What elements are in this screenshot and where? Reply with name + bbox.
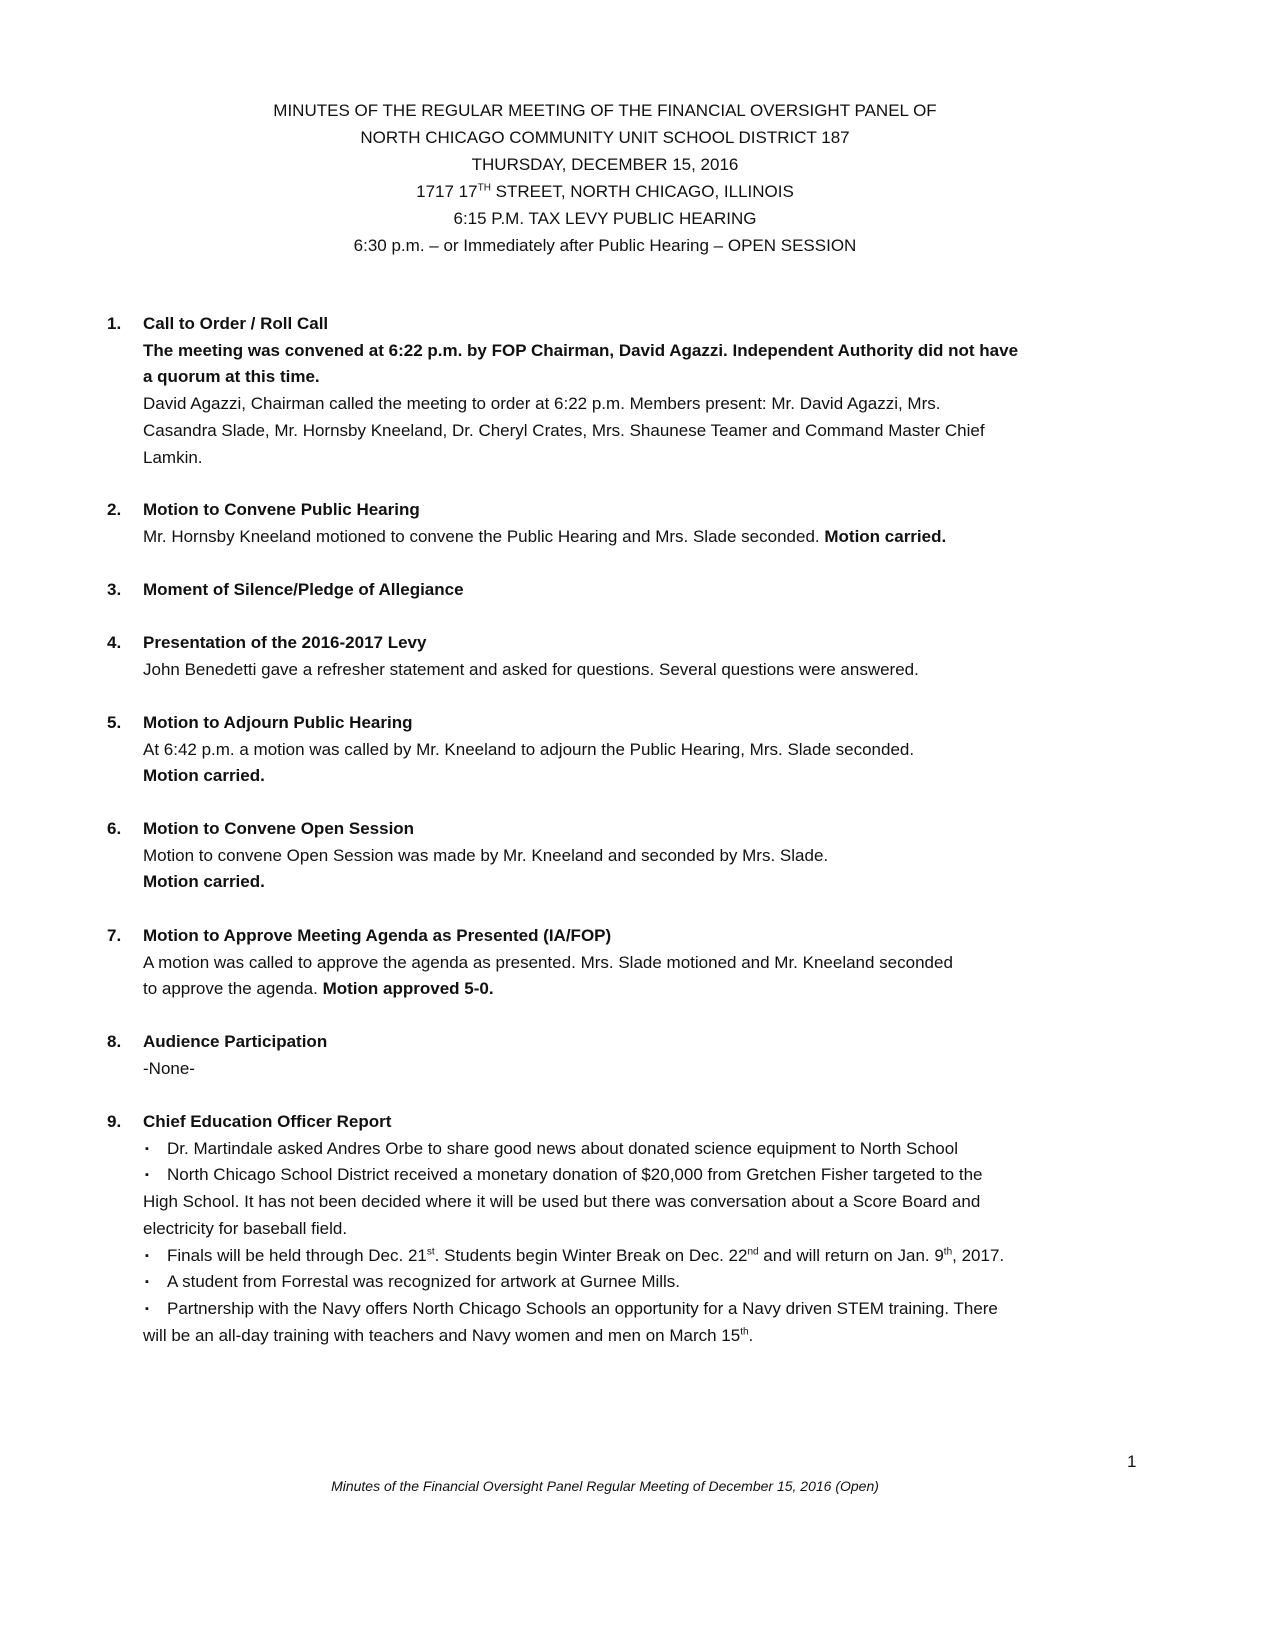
text-run: Motion carried.	[824, 526, 947, 546]
text-line	[145, 1243, 1167, 1270]
text-line	[143, 763, 1167, 790]
text-line	[0, 151, 1210, 178]
agenda-item	[107, 816, 1167, 896]
text-run: David Agazzi, Chairman called the meeting to order at 6:22 p.m. Members present: Mr. David Agazzi, Mrs.	[143, 394, 941, 414]
text-run: At 6:42 p.m. a motion was called by Mr. Kneeland to adjourn the Public Hearing, Mrs. Slade seconded.	[143, 739, 915, 759]
item-title: Presentation of the 2016-2017 Levy	[143, 633, 427, 652]
item-title: Moment of Silence/Pledge of Allegiance	[143, 580, 464, 599]
text-run: Lamkin.	[143, 447, 203, 467]
agenda-item	[107, 1029, 1167, 1082]
agenda-item	[107, 577, 1167, 604]
page-number: 1	[1127, 1452, 1137, 1471]
text-line	[143, 869, 1167, 896]
item-title: Call to Order / Roll Call	[143, 314, 329, 333]
text-run: Motion carried.	[143, 766, 265, 786]
text-line	[143, 524, 1167, 551]
text-line	[143, 976, 1167, 1003]
superscript: th	[943, 1245, 953, 1257]
text-line	[145, 1136, 1167, 1163]
text-line	[143, 391, 1167, 418]
text-line	[143, 418, 1167, 445]
text-run: Casandra Slade, Mr. Hornsby Kneeland, Dr. Cheryl Crates, Mrs. Shaunese Teamer and Command Master Chief	[143, 420, 985, 440]
agenda-item	[107, 1109, 1167, 1349]
text-line	[143, 843, 1167, 870]
bullet-icon: ▪	[145, 1169, 149, 1182]
text-run: A student from Forrestal was recognized for artwork at Gurnee Mills.	[167, 1272, 681, 1292]
text-line	[145, 1269, 1167, 1296]
text-line	[145, 1296, 1167, 1323]
item-number: 7.	[107, 926, 122, 945]
text-run: MINUTES OF THE REGULAR MEETING OF THE FINANCIAL OVERSIGHT PANEL OF	[273, 101, 937, 120]
item-number: 8.	[107, 1032, 122, 1051]
item-title: Audience Participation	[143, 1032, 328, 1051]
page-footer: Minutes of the Financial Oversight Panel Regular Meeting of December 15, 2016 (Open)	[331, 1478, 879, 1494]
text-run: and will return on Jan. 9	[758, 1245, 944, 1265]
text-run: . Students begin Winter Break on Dec. 22	[434, 1245, 748, 1265]
text-line	[143, 1323, 1167, 1350]
text-run: Dr. Martindale asked Andres Orbe to share good news about donated science equipment to North School	[167, 1138, 958, 1158]
text-line	[143, 1056, 1167, 1083]
text-run: Motion carried.	[143, 872, 265, 892]
text-line	[143, 445, 1167, 472]
superscript: TH	[477, 182, 491, 194]
item-number: 4.	[107, 633, 122, 652]
agenda-item	[107, 497, 1167, 550]
item-title: Motion to Convene Public Hearing	[143, 500, 420, 519]
text-line	[143, 950, 1167, 977]
text-run: STREET, NORTH CHICAGO, ILLINOIS	[490, 182, 794, 201]
text-run: to approve the agenda.	[143, 979, 323, 999]
text-run: Finals will be held through Dec. 21	[167, 1245, 427, 1265]
text-run: , 2017.	[952, 1245, 1005, 1265]
bullet-icon: ▪	[145, 1276, 149, 1289]
bullet-icon: ▪	[145, 1302, 149, 1315]
superscript: nd	[747, 1245, 759, 1257]
item-title: Chief Education Officer Report	[143, 1112, 392, 1131]
agenda-item	[107, 630, 1167, 683]
item-number: 3.	[107, 580, 122, 599]
item-number: 5.	[107, 713, 122, 732]
text-run: Partnership with the Navy offers North Chicago Schools an opportunity for a Navy driven STEM training. There	[167, 1298, 998, 1318]
text-run: 1717 17	[416, 182, 478, 201]
text-line	[143, 364, 1167, 391]
text-line	[0, 205, 1210, 232]
document-header	[0, 97, 1210, 259]
text-run: NORTH CHICAGO COMMUNITY UNIT SCHOOL DISTRICT 187	[360, 128, 850, 147]
text-run: will be an all-day training with teachers and Navy women and men on March 15	[143, 1325, 741, 1345]
text-run: Motion to convene Open Session was made by Mr. Kneeland and seconded by Mrs. Slade.	[143, 845, 829, 865]
item-number: 1.	[107, 314, 122, 333]
text-line	[145, 1162, 1167, 1189]
text-run: 6:30 p.m. – or Immediately after Public Hearing – OPEN SESSION	[353, 236, 857, 255]
text-run: electricity for baseball field.	[143, 1218, 348, 1238]
text-line	[0, 124, 1210, 151]
text-line	[143, 1216, 1167, 1243]
text-run: -None-	[143, 1058, 195, 1078]
text-run: Mr. Hornsby Kneeland motioned to convene the Public Hearing and Mrs. Slade seconded.	[143, 526, 825, 546]
text-run: John Benedetti gave a refresher statement and asked for questions. Several questions were answered.	[143, 659, 919, 679]
superscript: st	[426, 1245, 435, 1257]
bullet-icon: ▪	[145, 1249, 149, 1262]
text-line	[143, 657, 1167, 684]
item-number: 6.	[107, 819, 122, 838]
text-run: North Chicago School District received a monetary donation of $20,000 from Gretchen Fisher targeted to the	[167, 1165, 983, 1185]
text-line	[0, 97, 1210, 124]
text-run: 6:15 P.M. TAX LEVY PUBLIC HEARING	[453, 209, 757, 228]
text-line	[0, 232, 1210, 259]
item-title: Motion to Adjourn Public Hearing	[143, 713, 413, 732]
agenda-item	[107, 311, 1167, 471]
text-line	[143, 737, 1167, 764]
item-number: 2.	[107, 500, 122, 519]
text-line	[0, 178, 1210, 205]
text-run: Motion approved 5-0.	[322, 979, 494, 999]
item-title: Motion to Convene Open Session	[143, 819, 415, 838]
item-number: 9.	[107, 1112, 122, 1131]
agenda-item	[107, 923, 1167, 1003]
text-line	[143, 338, 1167, 365]
item-title: Motion to Approve Meeting Agenda as Presented (IA/FOP)	[143, 926, 612, 945]
text-line	[143, 1189, 1167, 1216]
superscript: th	[740, 1325, 749, 1337]
text-run: High School. It has not been decided where it will be used but there was conversation about a Score Board and	[143, 1192, 981, 1212]
bullet-icon: ▪	[145, 1142, 149, 1155]
text-run: .	[748, 1325, 754, 1345]
text-run: A motion was called to approve the agenda as presented. Mrs. Slade motioned and Mr. Kneeland seconded	[143, 952, 953, 972]
text-run: a quorum at this time.	[143, 367, 320, 387]
agenda-item	[107, 710, 1167, 790]
text-run: THURSDAY, DECEMBER 15, 2016	[471, 155, 739, 174]
text-run: The meeting was convened at 6:22 p.m. by FOP Chairman, David Agazzi. Independent Authority did not have	[143, 340, 1019, 360]
